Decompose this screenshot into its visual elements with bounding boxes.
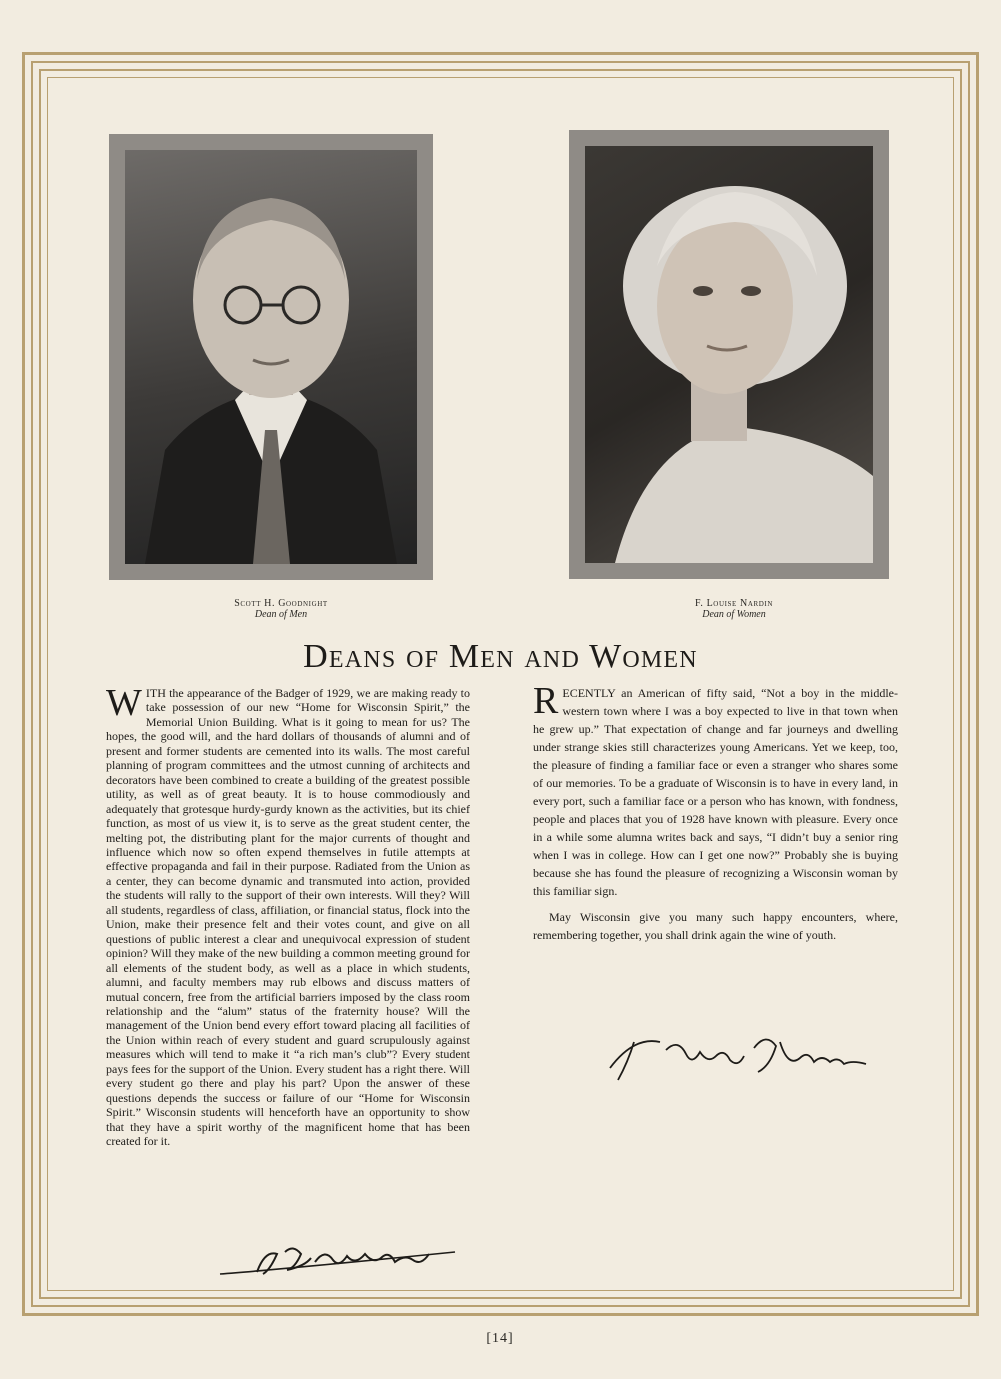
caption-name: F. Louise Nardin (695, 598, 773, 609)
article-paragraph-2: May Wisconsin give you many such happy encounters, where, remembering together, you shall drink again the wine of youth. (533, 910, 898, 942)
article-dean-of-men (106, 682, 470, 1149)
drop-cap: W (106, 682, 142, 724)
caption-dean-of-women (624, 598, 844, 620)
article-paragraph (106, 682, 470, 1149)
caption-role: Dean of Women (702, 609, 766, 620)
caption-name: Scott H. Goodnight (234, 598, 328, 609)
page-number: [14] (486, 1331, 514, 1346)
signature-goodnight (215, 1240, 465, 1280)
article-text: ITH the appearance of the Badger of 1929, we are making ready to take possession of our new “Home for Wisconsin Spirit,” the Memorial Union Building. What is it going to mean for us? The hopes, the good will, and the hard dollars of thousands of alumni and of present and former students are cemented into its walls. The most careful planning of program committees and the utmost cunning of architects and decorators have been combined to create a building of the greatest possible utility, as well as of great beauty. It is to house commodiously and adequately that grotesque hurdy-gurdy known as the activities, but its chief function, as most of us view it, is to serve as the great student center, the melting pot, the distributing plant for the major currents of thought and influence which now so often expend themselves in futile attempts at effective propaganda and fail in their purpose. Radiated from the Union as a center, they can become dynamic and transmuted into action, provided the students will rally to the support of their own interests. Will they? Will all students, regardless of class, affiliation, or financial status, flock into the Union, make their presence felt and their votes count, and give on all questions of public interest a clear and unequivocal expression of student opinion? Will they make of the new building a common meeting ground for all elements of the student body, as well as a place in which students, alumni, and faculty members may rub elbows and discuss matters of mutual concern, free from the artificial barriers imposed by the class room relationship and the “alum” status of the fraternity house? Will the management of the Union bend every effort toward placing all facilities of the Union within reach of every student and guard scrupulously against measures which will tend to make it “a rich man’s club”? Every student pays fees for the support of the Union. Every student has a right there. Will every student go there and play his part? Upon the answer of these questions depends the success or failure of our “Home for Wisconsin Spirit.” Wisconsin students will henceforth have an opportunity to show that they have a spirit worthy of the magnificent home that has been created for it. (106, 686, 470, 1149)
article-paragraph-1 (533, 680, 898, 900)
portrait-man-image (125, 150, 417, 564)
signature-nardin (604, 1028, 870, 1086)
caption-dean-of-men (171, 598, 391, 620)
drop-cap: R (533, 680, 559, 722)
article-text: ECENTLY an American of fifty said, “Not a boy in the middle-western town where I was a boy expected to live in that town when he grew up.” That expectation of change and far journeys and dwelling under strange skies still characterizes young Americans. Yet we keep, too, the pleasure of finding a familiar face or even a stranger who shares some of our memories. To be a graduate of Wisconsin is to have in every land, in every port, such a familiar face or a person who has known, with fondness, people and places that you of 1928 have known with pleasure. Every once in a while some alumna writes back and says, “I didn’t buy a senior ring when I was in college. How can I get one now?” Probably she is buying because she has found the pleasure of recognizing a Wisconsin woman by this familiar sign. (533, 686, 898, 898)
portrait-woman-image (585, 146, 873, 563)
portrait-dean-of-women (569, 130, 889, 579)
page-title: Deans of Men and Women (303, 638, 698, 675)
caption-role: Dean of Men (254, 609, 308, 620)
portrait-dean-of-men (109, 134, 433, 580)
article-dean-of-women (533, 680, 898, 944)
